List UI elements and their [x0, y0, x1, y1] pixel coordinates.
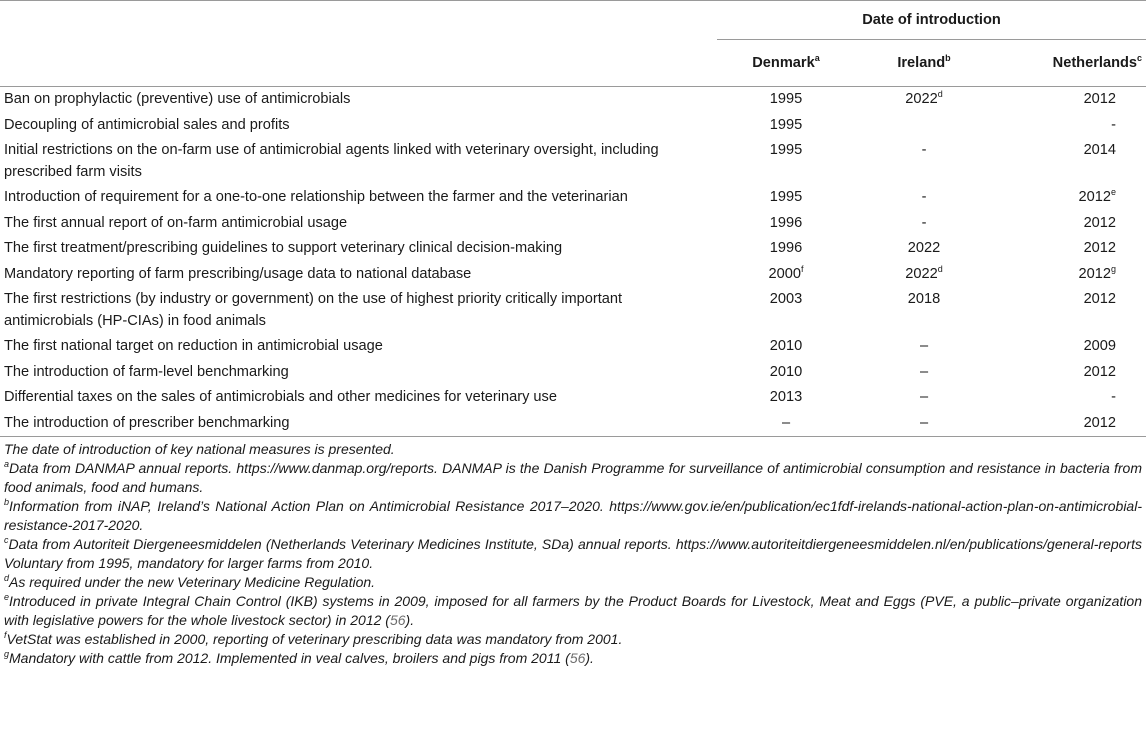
citation-link[interactable]: 56	[389, 612, 406, 628]
ireland-cell: –	[855, 411, 993, 437]
denmark-cell: 2010	[769, 338, 803, 354]
table-row	[0, 385, 1146, 411]
netherlands-cell: -	[1111, 116, 1117, 133]
measure-cell: Mandatory reporting of farm prescribing/usage data to national database	[4, 265, 472, 282]
netherlands-cell: 2012$^g$	[1078, 263, 1117, 282]
ireland-cell: –	[919, 363, 929, 380]
denmark-cell: 2000$^f$	[768, 263, 804, 282]
citation-link[interactable]: 56	[569, 650, 586, 666]
netherlands-cell: 2012	[1083, 214, 1117, 231]
ireland-cell: -	[921, 214, 927, 231]
footnote-intro: The date of introduction of key national measures is presented.	[4, 441, 395, 457]
denmark-cell: 2013	[769, 389, 803, 405]
header-measure-blank	[0, 40, 717, 87]
denmark-cell: –	[717, 411, 855, 437]
table-footnotes	[0, 437, 1146, 668]
netherlands-cell: 2012e	[1078, 187, 1117, 205]
ireland-cell: –	[919, 338, 929, 354]
footnote-d: $^d$As required under the new Veterinary Medicine Regulation.	[4, 573, 376, 590]
measure-cell: Initial restrictions on the on-farm use of antimicrobial agents linked with veterinary oversight, including prescribed farm visits	[4, 142, 659, 180]
footnote-e: $^e$Introduced in private Integral Chain Control (IKB) systems in 2009, imposed for all farmers by the Product Boards for Livestock, Meat and Eggs (PVE, a public–private organization with legislative powers for the whole livestock sector) in 2012 (56).	[4, 592, 1142, 628]
measure-cell: The introduction of prescriber benchmarking	[0, 411, 717, 437]
footnote-c: $^c$Data from Autoriteit Diergeneesmiddelen (Netherlands Veterinary Medicines Institute, SDa) annual reports. https://www.autoriteitdiergeneesmiddelen.nl/en/publications/general-reports Voluntary from 1995, mandatory for larger farms from 2010.	[4, 535, 1142, 571]
header-blank	[0, 1, 717, 40]
ireland-cell	[855, 113, 993, 139]
denmark-cell: 1995	[769, 91, 803, 107]
measure-cell: The first treatment/prescribing guidelines to support veterinary clinical decision-making	[4, 240, 563, 256]
header-group-row	[0, 1, 1146, 40]
measure-cell: The first restrictions (by industry or government) on the use of highest priority critically important antimicrobials (HP-CIAs) in food animals	[4, 291, 623, 329]
measure-cell: Introduction of requirement for a one-to-one relationship between the farmer and the veterinarian	[4, 189, 628, 205]
table-row	[0, 411, 1146, 437]
table-row	[0, 334, 1146, 360]
ireland-cell: –	[919, 389, 929, 405]
table-row	[0, 287, 1146, 334]
denmark-cell: 1995	[769, 142, 803, 158]
measure-cell: The introduction of farm-level benchmarking	[4, 363, 289, 380]
measure-cell: Decoupling of antimicrobial sales and profits	[4, 116, 290, 133]
netherlands-cell: 2012	[1083, 240, 1117, 256]
header-ireland: Ireland$^b$	[855, 40, 993, 87]
table-row	[0, 236, 1146, 262]
header-denmark: Denmark$^a$	[717, 40, 855, 87]
ireland-cell: 2022$^d$	[905, 263, 943, 282]
table-row	[0, 211, 1146, 237]
table-row	[0, 185, 1146, 211]
netherlands-cell: 2012	[993, 411, 1146, 437]
netherlands-cell: 2009	[1083, 338, 1117, 354]
footnote-g: $^g$Mandatory with cattle from 2012. Implemented in veal calves, broilers and pigs from 2011 (56).	[4, 649, 594, 666]
table-row	[0, 87, 1146, 113]
denmark-cell: 1996	[769, 214, 803, 231]
denmark-cell: 1996	[769, 240, 803, 256]
ireland-cell: 2022	[907, 240, 941, 256]
measure-cell: The first annual report of on-farm antimicrobial usage	[4, 214, 348, 231]
denmark-cell: 1995	[769, 189, 803, 205]
table-row	[0, 262, 1146, 288]
ireland-cell: -	[921, 142, 927, 158]
header-country-row	[0, 40, 1146, 87]
footnote-b: $^b$Information from iNAP, Ireland’s National Action Plan on Antimicrobial Resistance 2017–2020. https://www.gov.ie/en/publication/ec1fdf-irelands-national-action-plan-on-antimicrobial-resistance-2017-2020.	[4, 497, 1142, 533]
ireland-cell: -	[921, 189, 927, 205]
denmark-cell: 1995	[769, 116, 803, 133]
netherlands-cell: 2012	[1083, 91, 1117, 107]
table-row	[0, 113, 1146, 139]
netherlands-cell: 2014	[1083, 142, 1117, 158]
table-row	[0, 138, 1146, 185]
footnote-a: $^a$Data from DANMAP annual reports. https://www.danmap.org/reports. DANMAP is the Danish Programme for surveillance of antimicrobial consumption and resistance in bacteria from food animals, food and humans.	[4, 459, 1142, 495]
table-body	[0, 87, 1146, 437]
measure-cell: Differential taxes on the sales of antimicrobials and other medicines for veterinary use	[4, 389, 557, 405]
footnote-f: $^f$VetStat was established in 2000, reporting of veterinary prescribing data was mandatory from 2001.	[4, 630, 623, 647]
denmark-cell: 2003	[769, 291, 803, 307]
netherlands-cell: -	[1111, 389, 1117, 405]
measure-cell: Ban on prophylactic (preventive) use of antimicrobials	[4, 91, 351, 107]
measure-cell: The first national target on reduction in antimicrobial usage	[4, 338, 383, 354]
ireland-cell: 2022$^d$	[905, 89, 943, 107]
ireland-cell: 2018	[907, 291, 941, 307]
header-netherlands: Netherlands$^c$	[993, 40, 1146, 87]
header-date-of-introduction: Date of introduction	[862, 12, 1001, 28]
denmark-cell: 2010	[769, 363, 803, 380]
netherlands-cell: 2012	[1083, 291, 1117, 307]
netherlands-cell: 2012	[1083, 363, 1117, 380]
table-row	[0, 360, 1146, 386]
